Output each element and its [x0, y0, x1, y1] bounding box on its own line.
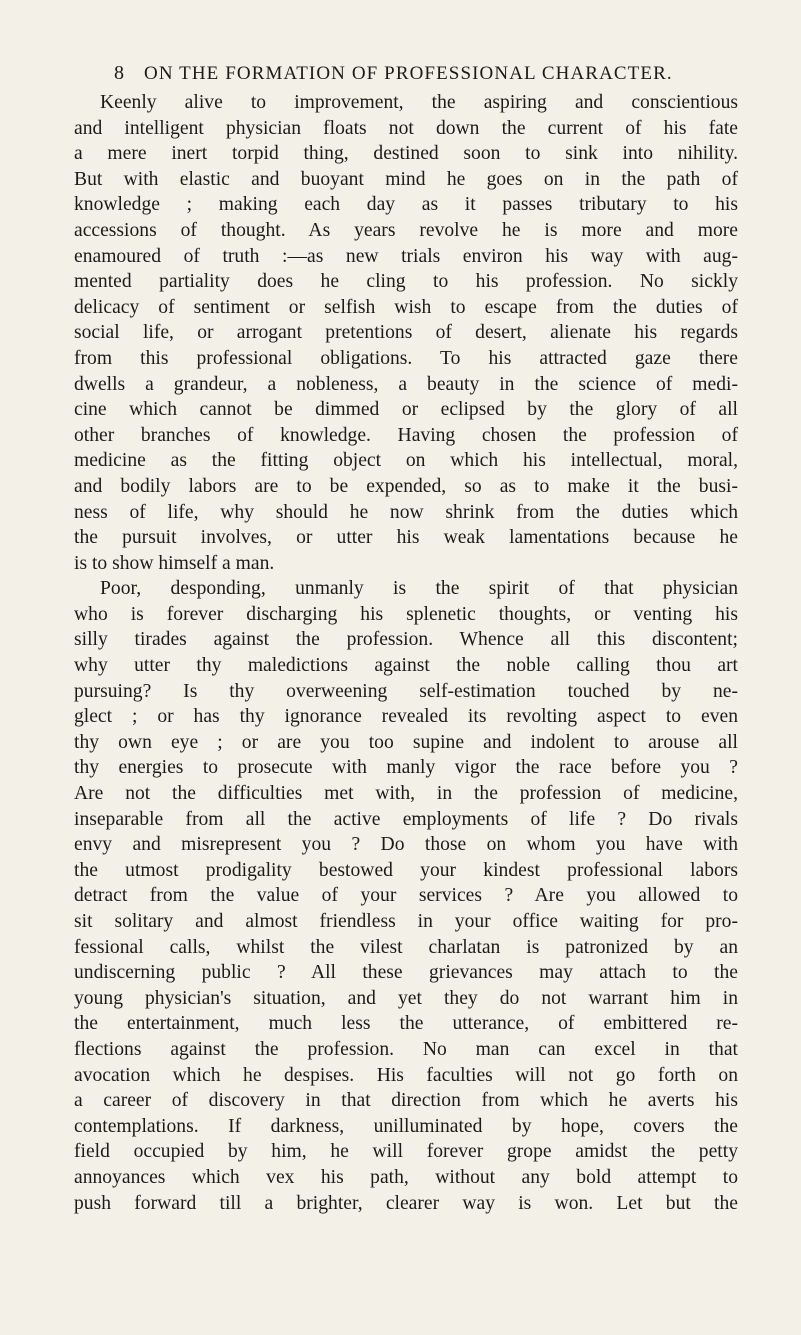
text-line: other branches of knowledge. Having chosen the profession of: [74, 424, 738, 446]
text-line: social life, or arrogant pretentions of desert, alienate his regards: [74, 322, 738, 344]
text-line: mented partiality does he cling to his profession. No sickly: [74, 271, 738, 293]
text-line: thy energies to prosecute with manly vigor the race before you ?: [74, 757, 738, 779]
text-line: flections against the profession. No man can excel in that: [74, 1038, 738, 1060]
text-line: sit solitary and almost friendless in your office waiting for pro-: [74, 911, 738, 932]
text-line: a career of discovery in that direction from which he averts his: [74, 1090, 738, 1112]
text-line: silly tirades against the profession. Whence all this discontent;: [74, 629, 738, 651]
text-line: the pursuit involves, or utter his weak lamentations because he: [74, 527, 738, 549]
text-line: and bodily labors are to be expended, so as to make it the busi-: [74, 475, 738, 497]
text-line: delicacy of sentiment or selfish wish to escape from the duties of: [74, 296, 738, 318]
text-line: push forward till a brighter, clearer way is won. Let but the: [74, 1192, 738, 1214]
text-line: enamoured of truth :—as new trials environ his way with aug-: [74, 245, 738, 267]
text-line: undiscerning public ? All these grievances may attach to the: [74, 962, 738, 984]
text-line: medicine as the fitting object on which his intellectual, moral,: [74, 450, 738, 472]
text-line: annoyances which vex his path, without any bold attempt to: [74, 1166, 738, 1188]
text-line: knowledge ; making each day as it passes tributary to his: [74, 194, 738, 216]
text-line: ness of life, why should he now shrink from the duties which: [74, 501, 738, 523]
text-line: Poor, desponding, unmanly is the spirit of that physician: [100, 578, 738, 600]
running-title: ON THE FORMATION OF PROFESSIONAL CHARACTER.: [144, 63, 673, 84]
text-line: But with elastic and buoyant mind he goes on in the path of: [74, 168, 738, 190]
text-line: and intelligent physician floats not down the current of his fate: [74, 117, 738, 139]
running-head: [114, 62, 774, 86]
text-line: a mere inert torpid thing, destined soon to sink into nihility.: [74, 143, 738, 165]
body-text: [74, 90, 738, 1216]
text-line: cine which cannot be dimmed or eclipsed by the glory of all: [74, 399, 738, 421]
text-line: the utmost prodigality bestowed your kindest professional labors: [74, 859, 738, 881]
text-line: envy and misrepresent you ? Do those on whom you have with: [74, 834, 738, 856]
text-line: the entertainment, much less the utterance, of embittered re-: [74, 1013, 738, 1035]
text-line: why utter thy maledictions against the noble calling thou art: [74, 655, 738, 677]
text-line: thy own eye ; or are you too supine and indolent to arouse all: [74, 731, 738, 753]
text-line: inseparable from all the active employments of life ? Do rivals: [74, 808, 738, 830]
text-line: contemplations. If darkness, unilluminated by hope, covers the: [74, 1115, 738, 1137]
text-line: fessional calls, whilst the vilest charlatan is patronized by an: [74, 936, 738, 958]
text-line: field occupied by him, he will forever grope amidst the petty: [74, 1141, 738, 1163]
text-line: accessions of thought. As years revolve he is more and more: [74, 219, 738, 241]
text-line: Keenly alive to improvement, the aspiring and conscientious: [100, 92, 738, 113]
text-line: detract from the value of your services ? Are you allowed to: [74, 885, 738, 907]
text-line: Are not the difficulties met with, in the profession of medicine,: [74, 783, 738, 805]
page-number: 8: [114, 62, 126, 84]
text-line: from this professional obligations. To his attracted gaze there: [74, 347, 738, 369]
text-line: avocation which he despises. His faculties will not go forth on: [74, 1064, 738, 1086]
text-line: pursuing? Is thy overweening self-estimation touched by ne-: [74, 680, 738, 702]
text-line: dwells a grandeur, a nobleness, a beauty in the science of medi-: [74, 373, 738, 395]
text-line: young physician's situation, and yet they do not warrant him in: [74, 987, 738, 1009]
text-line: who is forever discharging his splenetic thoughts, or venting his: [74, 603, 738, 625]
text-line: glect ; or has thy ignorance revealed its revolting aspect to even: [74, 706, 738, 728]
text-line: is to show himself a man.: [74, 552, 275, 574]
